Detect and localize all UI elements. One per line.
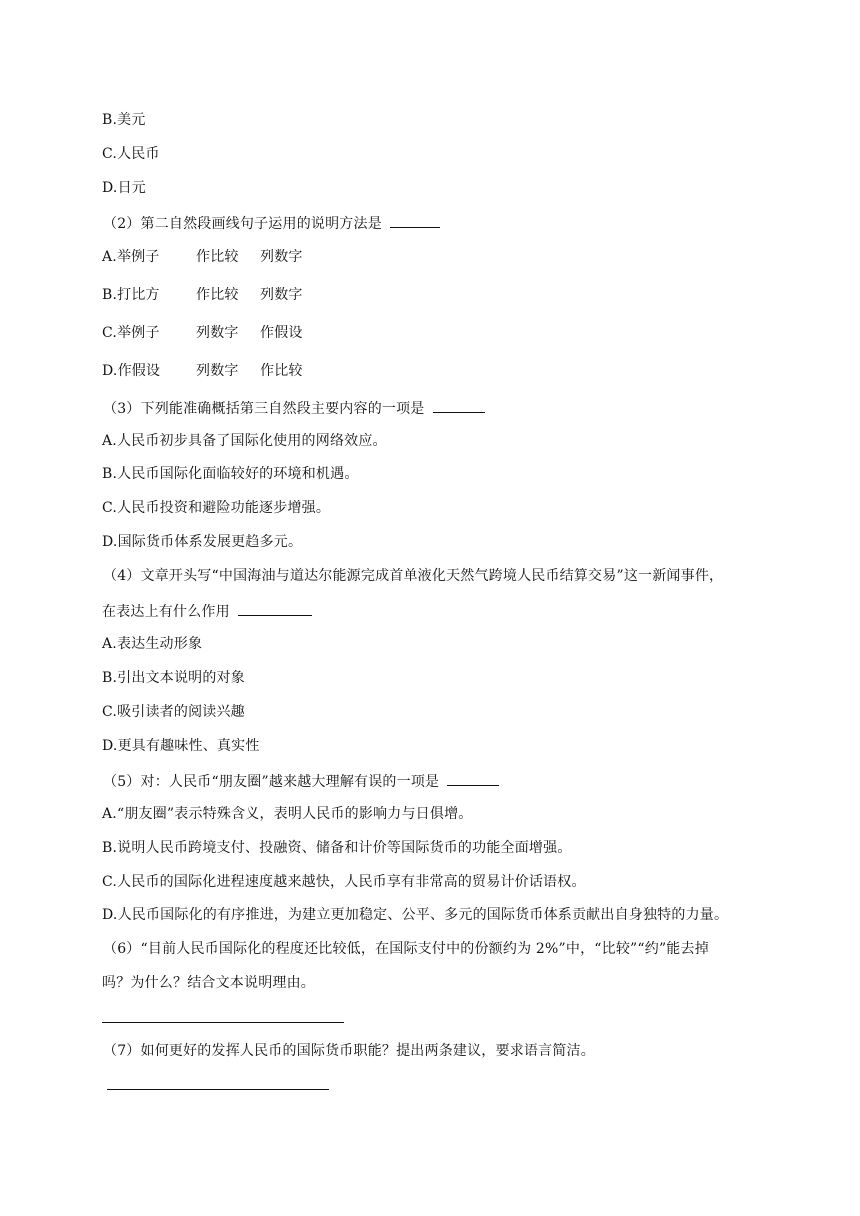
q4-option-d: D.更具有趣味性、真实性 [102,738,260,754]
q2-stem [103,213,440,233]
q6-stem-line1: （6）“目前人民币国际化的程度还比较低，在国际支付中的份额约为 2%”中，“比较”“约”能去掉 [103,941,709,957]
q2-option-a-3: 列数字 [260,249,303,265]
q4-stem-line2 [102,601,312,621]
q4-option-a: A.表达生动形象 [102,636,203,652]
q4-stem-text: 在表达上有什么作用 [102,604,230,620]
q2-option-a-2: 作比较 [196,249,239,265]
q2-option-d-1: D.作假设 [102,363,161,379]
q5-option-d: D.人民币国际化的有序推进，为建立更加稳定、公平、多元的国际货币体系贡献出自身独特的力量。 [102,907,729,923]
q2-option-c [102,324,303,342]
q7-stem: （7）如何更好的发挥人民币的国际货币职能？提出两条建议，要求语言简洁。 [103,1043,595,1059]
q4-option-b: B.引出文本说明的对象 [102,670,245,686]
q5-option-c: C.人民币的国际化进程速度越来越快，人民币享有非常高的贸易计价话语权。 [102,874,586,890]
q4-option-c: C.吸引读者的阅读兴趣 [102,704,245,720]
q2-option-d [102,362,303,380]
q3-option-a: A.人民币初步具备了国际化使用的网络效应。 [102,433,387,449]
q2-option-a-1: A.举例子 [102,249,160,265]
q2-answer-blank[interactable] [390,213,440,228]
q3-option-c: C.人民币投资和避险功能逐步增强。 [102,500,331,516]
q2-option-b-1: B.打比方 [102,287,160,303]
q2-option-c-3: 作假设 [260,325,303,341]
q2-option-a [102,248,303,266]
q6-answer-line[interactable] [102,1022,344,1023]
q1-option-c: C.人民币 [102,146,160,162]
q4-stem-line1: （4）文章开头写“中国海油与道达尔能源完成首单液化天然气跨境人民币结算交易”这一新闻事件， [103,568,724,584]
q3-answer-blank[interactable] [433,398,485,413]
q7-answer-line[interactable] [107,1089,329,1090]
q2-option-b-2: 作比较 [196,287,239,303]
q2-option-c-2: 列数字 [196,325,239,341]
q5-stem-text: （5）对：人民币“朋友圈”越来越大理解有误的一项是 [103,774,440,790]
q2-option-b-3: 列数字 [260,287,303,303]
q4-answer-blank[interactable] [238,601,312,616]
q1-option-d: D.日元 [102,180,146,196]
q5-option-a: A.“朋友圈”表示特殊含义，表明人民币的影响力与日俱增。 [102,806,473,822]
q5-option-b: B.说明人民币跨境支付、投融资、储备和计价等国际货币的功能全面增强。 [102,840,572,856]
q2-option-d-2: 列数字 [196,363,239,379]
q2-option-c-1: C.举例子 [102,325,160,341]
q1-option-b: B.美元 [102,112,146,128]
q3-option-b: B.人民币国际化面临较好的环境和机遇。 [102,466,359,482]
q6-stem-line2: 吗？为什么？结合文本说明理由。 [102,975,315,991]
q2-stem-text: （2）第二自然段画线句子运用的说明方法是 [103,216,382,232]
q3-stem [103,398,485,418]
q3-option-d: D.国际货币体系发展更趋多元。 [102,534,303,550]
q2-option-b [102,286,303,304]
q5-stem [103,771,499,791]
q5-answer-blank[interactable] [447,771,499,786]
q2-option-d-3: 作比较 [260,363,303,379]
q3-stem-text: （3）下列能准确概括第三自然段主要内容的一项是 [103,401,425,417]
